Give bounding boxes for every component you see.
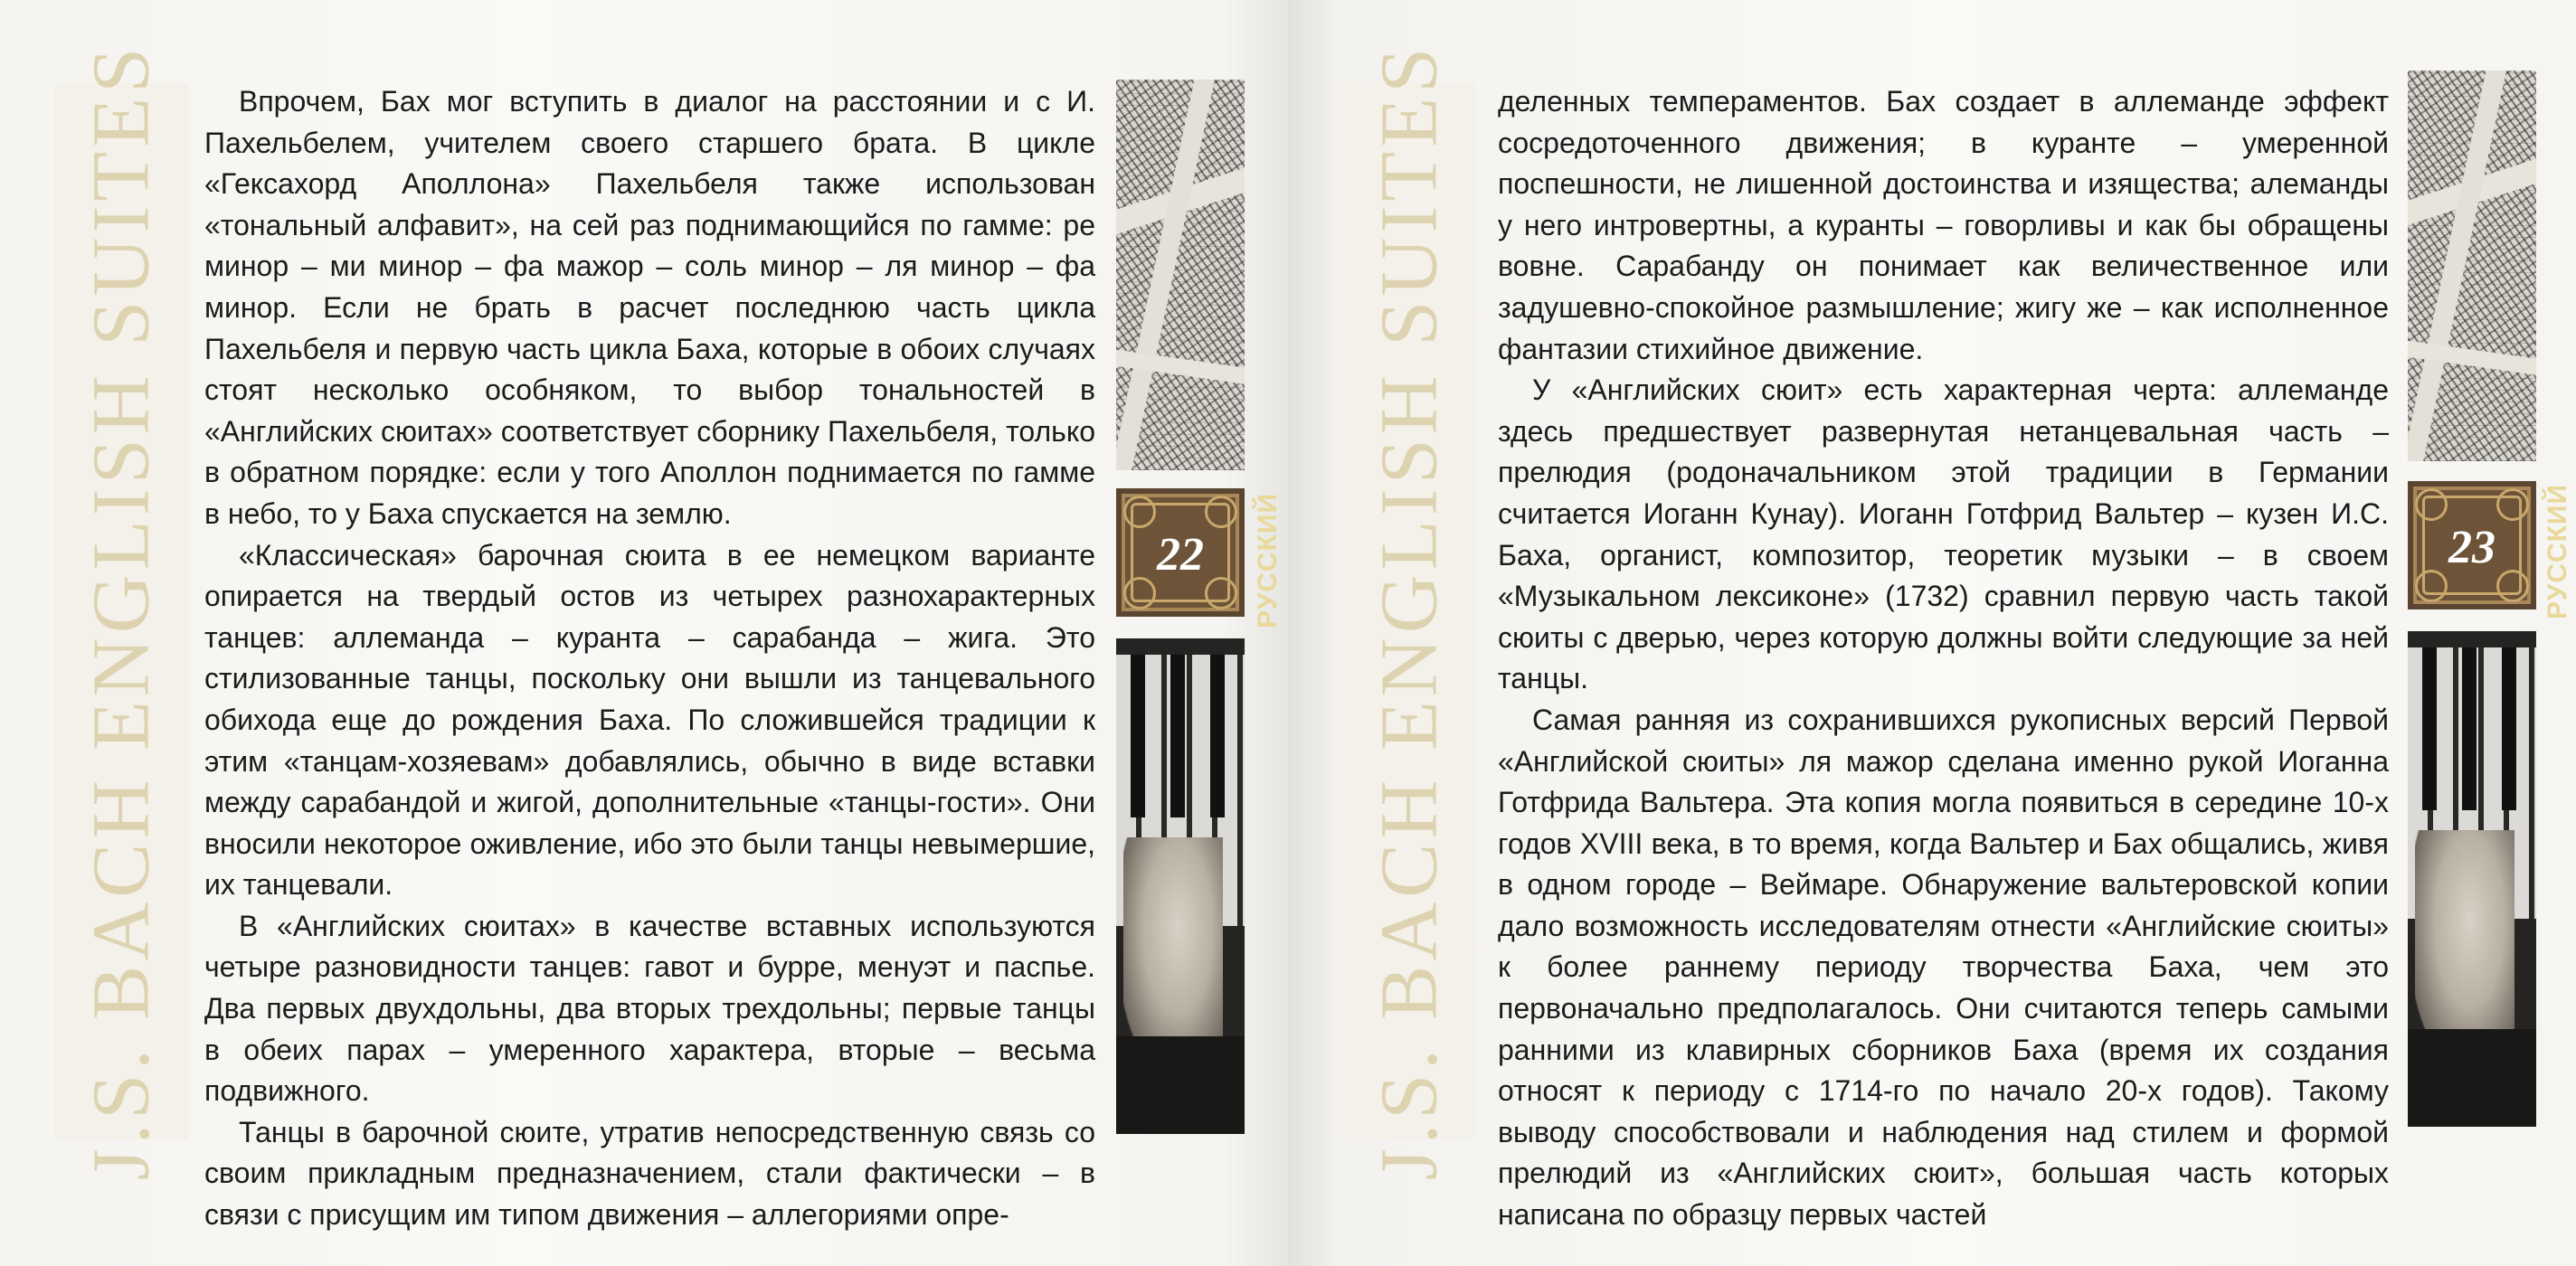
page-number-badge [2408,481,2536,609]
spine-title-left [54,43,188,1180]
language-label-text: РУССКИЙ [2543,483,2573,620]
harpsichord-hand-image [1116,638,1245,1134]
harpsichord-hand-image [2408,631,2536,1127]
spine-title-text: J.S. BACH ENGLISH SUITES [76,43,166,1180]
paragraph: Впрочем, Бах мог вступить в диалог на расстоянии и с И. Пахельбелем, учителем своего старшего брата. В цикле «Гексахорд Аполлона» Пахельбеля также использован «тональный алфавит», на сей раз поднимающийся по гамме: ре минор – ми минор – фа мажор – соль минор – ля минор – фа минор. Если не брать в расчет последнюю часть цикла Пахельбеля и первую часть цикла Баха, которые в обоих случаях стоят несколько особняком, то выбор тональностей в «Английских сюитах» соответствует сборнику Пахельбеля, только в обратном порядке: если у того Аполлон поднимается по гамме в небо, то у Баха спускается на землю. [204,85,1095,530]
paragraph: У «Английских сюит» есть характерная черта: аллеманде здесь предшествует развернутая нетанцевальная часть – прелюдия (родоначальником этой традиции в Германии считается Иоганн Кунау). Иоганн Готфрид Вальтер – кузен И.С. Баха, органист, композитор, теоретик музыки – в своем «Музыкальном лексиконе» (1732) сравнил первую часть такой сюиты с дверью, через которую должны войти следующие за ней танцы. [1498,373,2389,695]
paragraph: Танцы в барочной сюите, утратив непосредственную связь со своим прикладным предназначением, стали фактически – в связи с присущим им типом движения – аллегориями опре- [204,1115,1095,1232]
language-label-right [2540,389,2576,714]
paragraph: «Классическая» барочная сюита в ее немецком варианте опирается на твердый остов из четырех разнохарактерных танцев: аллеманда – куранта – сарабанда – жига. Это стилизованные танцы, поскольку они вышли из танцевального обихода еще до рождения Баха. По сложившейся традиции к этим «танцам-хозяевам» добавлялись, обычно в виде вставки между сарабандой и жигой, дополнительные «танцы-гости». Они вносили некоторое оживление, ибо это были танцы невымершие, их танцевали. [204,538,1095,902]
language-label-text: РУССКИЙ [1253,492,1283,629]
old-city-map-image [2408,71,2536,461]
paragraph: В «Английских сюитах» в качестве вставных используются четыре разновидности танцев: гавот и бурре, менуэт и паспье. Два первых двухдольны, два вторых трехдольны; первые танцы в обеих парах – умеренного характера, вторые – весьма подвижного. [204,909,1095,1108]
page-number: 23 [2448,522,2496,573]
paragraph: Самая ранняя из сохранившихся рукописных версий Первой «Английской сюиты» ля мажор сделана именно рукой Иоганна Готфрида Вальтера. Эта копия могла появиться в середине 10-х годов XVIII века, в то время, когда Вальтер и Бах общались, живя в одном городе – Веймаре. Обнаружение вальтеровской копии дало возможность исследователям отнести «Английские сюиты» к более раннему периоду творчества Баха, чем это первоначально предполагалось. Они считаются теперь самыми ранними из клавирных сборников Баха (время их создания относят к периоду с 1714-го по начало 20-х годов). Такому выводу способствовали и наблюдения над стилем и формой прелюдий из «Английских сюит», большая часть которых написана по образцу первых частей [1498,703,2389,1232]
paragraph: деленных темпераментов. Бах создает в аллеманде эффект сосредоточенного движения; в куранте – умеренной поспешности, не лишенной достоинства и изящества; алеманды у него интровертны, а куранты – говорливы и как бы обращены вовне. Сарабанду он понимает как величественное или задушевно-спокойное размышление; жигу же – как исполненное фантазии стихийное движение. [1498,85,2389,365]
right-text-column [1498,81,2389,1236]
language-label-left [1250,398,1286,723]
right-page [1288,0,2576,1266]
page-number: 22 [1157,529,1204,581]
spine-title-right [1342,43,1476,1180]
page-number-badge [1116,488,1245,617]
left-text-column [204,81,1095,1236]
old-city-map-image [1116,80,1245,470]
spine-title-text: J.S. BACH ENGLISH SUITES [1364,43,1454,1180]
